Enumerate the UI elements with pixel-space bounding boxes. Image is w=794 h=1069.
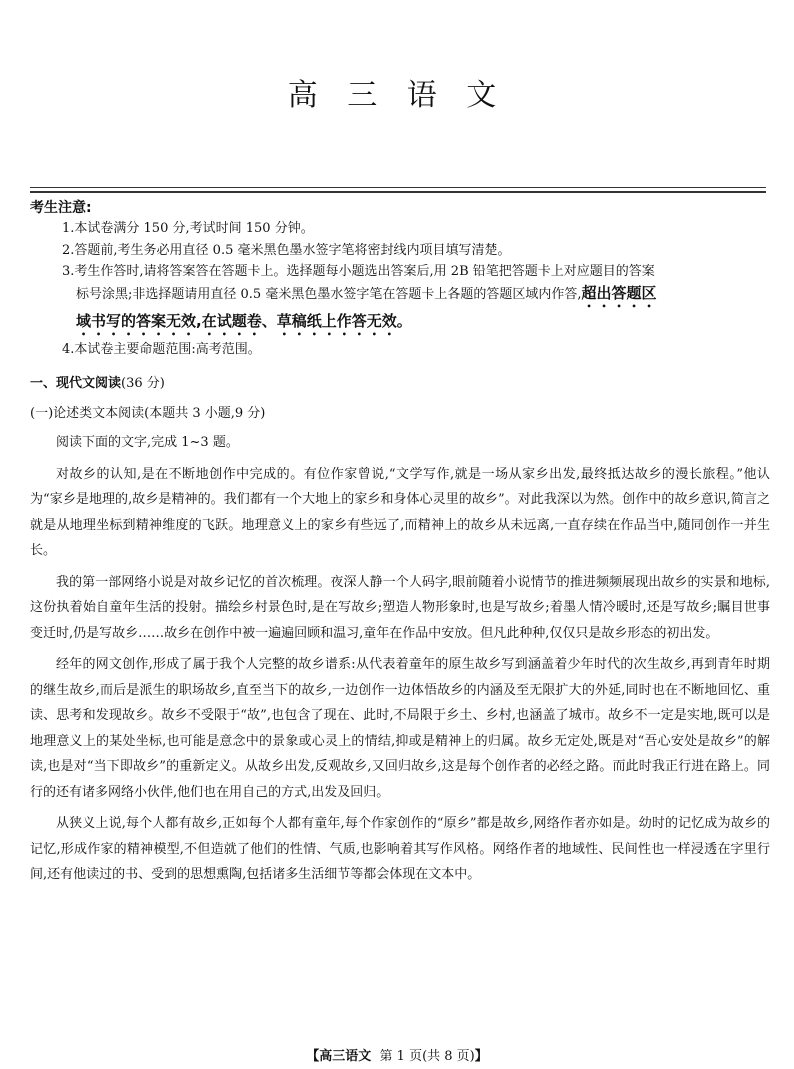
footer-bracket-open: 【 [306,1049,320,1064]
section-title: 一、现代文阅读 [30,376,122,391]
notice-item-3-cont [62,283,768,311]
section-score: (36 分) [121,376,165,391]
footer-bracket-close: 】 [474,1049,488,1064]
paragraph: 经年的网文创作,形成了属于我个人完整的故乡谱系:从代表着童年的原生故乡写到涵盖着少年时代的次生故乡,再到青年时期的继生故乡,而后是派生的职场故乡,直至当下的故乡,一边创作一边体悟故乡的内涵及至无限扩大的外延,同时也在不断地回忆、重读、思考和发现故乡。故乡不受限于“故”,也包含了现在、此时,不局限于乡土、乡村,也涵盖了城市。故乡不一定是实地,既可以是地理意义上的某处坐标,也可能是意念中的景象或心灵上的情结,抑或是精神上的归属。故乡无定处,既是对“吾心安处是故乡”的解读,也是对“当下即故乡”的重新定义。从故乡出发,反观故乡,又回归故乡,这是每个创作者的必经之路。而此时我正行进在路上。同行的还有诸多网络小伙伴,他们也在用自己的方式,出发及回归。 [30,657,770,800]
footer-page-number: 第 1 页(共 8 页) [379,1049,475,1064]
notice-item-3-period: 。 [396,311,412,330]
notice-item-2: 2.答题前,考生务必用直径 0.5 毫米黑色墨水签字笔将密封线内项目填写清楚。 [62,242,511,258]
notice-item-3-emphasis-b: 域书写的答案无效 [76,311,197,330]
notice-list [62,218,768,360]
notice-item-3-emphasis-d: 在试题卷、草稿纸上作答无效 [201,311,397,330]
notice-item-3-emphasis-a: 超出答题区 [581,283,657,302]
subsection-heading: (一)论述类文本阅读(本题共 3 小题,9 分) [30,406,266,421]
notice-item-3-plain: 标号涂黑;非选择题请用直径 0.5 毫米黑色墨水签字笔在答题卡上各题的答题区域内作答, [76,286,582,302]
notice-item-4: 4.本试卷主要命题范围:高考范围。 [62,341,261,357]
instruction: 阅读下面的文字,完成 1~3 题。 [56,435,239,450]
paragraph: 我的第一部网络小说是对故乡记忆的首次梳理。夜深人静一个人码字,眼前随着小说情节的推进频频展现出故乡的实景和地标,这份执着始自童年生活的投射。描绘乡村景色时,是在写故乡;塑造人物形象时,也是写故乡;着墨人情冷暖时,还是写故乡;瞩目世事变迁时,仍是写故乡……故乡在创作中被一遍遍回顾和温习,童年在作品中安放。但凡此种种,仅仅只是故乡形态的初出发。 [30,574,770,641]
header-rule-thin [30,187,766,188]
notice-heading: 考生注意: [30,200,92,216]
header-rule-thick [30,191,766,193]
notice-item-3: 3.考生作答时,请将答案答在答题卡上。选择题每小题选出答案后,用 2B 铅笔把答题卡上对应题目的答案 [62,264,655,279]
notice-item-3-cont-2 [62,311,768,339]
section-heading [30,372,165,391]
notice-item-1: 1.本试卷满分 150 分,考试时间 150 分钟。 [62,221,314,236]
paragraph: 从狭义上说,每个人都有故乡,正如每个人都有童年,每个作家创作的“原乡”都是故乡,网络作者亦如是。幼时的记忆成为故乡的记忆,形成作家的精神模型,不但造就了他们的性情、气质,也影响着其写作风格。网络作者的地域性、民间性也一样浸透在字里行间,还有他读过的书、受到的思想熏陶,包括诸多生活细节等都会体现在文本中。 [30,816,770,882]
page-title: 高 三 语 文 [287,78,507,113]
footer-subject: 高三语文 [319,1049,372,1064]
notice-item-3-comma: , [196,311,202,330]
paragraph: 对故乡的认知,是在不断地创作中完成的。有位作家曾说,“文学写作,就是一场从家乡出发,最终抵达故乡的漫长旅程。”他认为“家乡是地理的,故乡是精神的。我们都有一个大地上的家乡和身体心灵里的故乡”。对此我深以为然。创作中的故乡意识,简言之就是从地理坐标到精神维度的飞跃。地理意义上的家乡有些远了,而精神上的故乡从未远离,一直存续在作品当中,随同创作一并生长。 [30,466,770,558]
page-footer [0,1045,794,1064]
reading-passage [30,430,770,894]
